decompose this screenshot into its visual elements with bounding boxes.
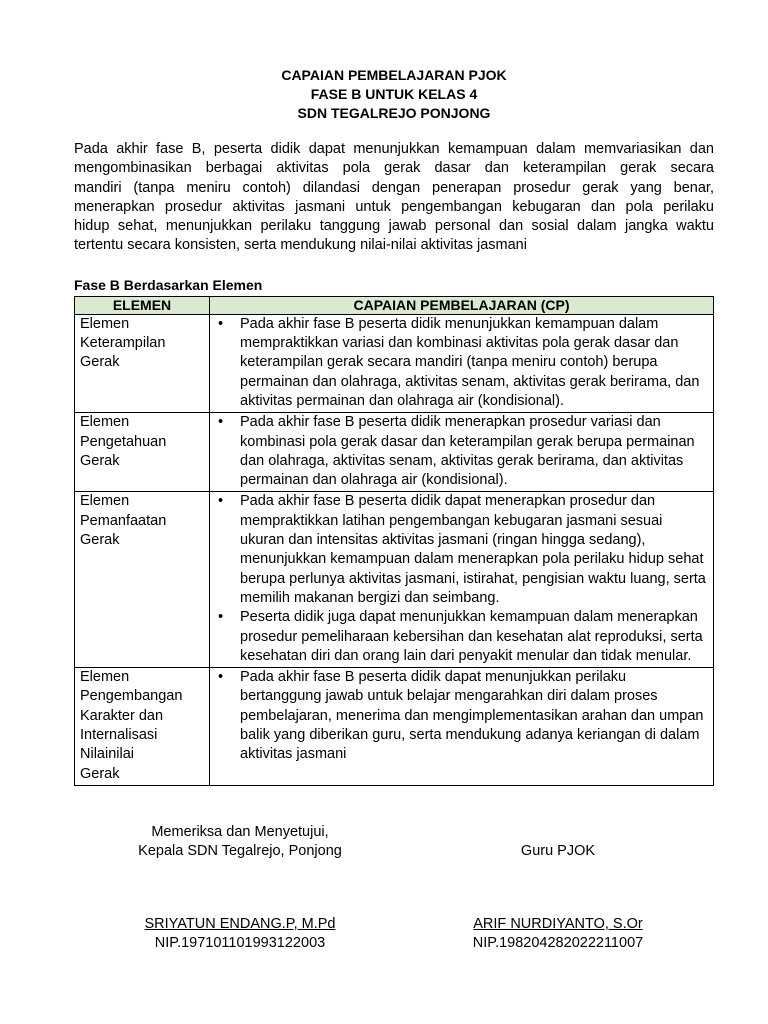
table-body: [75, 314, 714, 785]
cp-cell: [210, 413, 714, 492]
cp-bullet-item: • Pada akhir fase B peserta didik menerapkan prosedur variasi dan kombinasi pola gerak dasar dan keterampilan gerak berupa permainan dan olahraga, aktivitas senam, aktivitas gerak berirama, dan aktivitas permainan dan olahraga air (kondisional).: [216, 413, 709, 490]
elemen-cell: [75, 668, 210, 786]
cp-list: [216, 668, 709, 764]
teacher-name: ARIF NURDIYANTO, S.Or: [473, 916, 643, 932]
title-line-1: CAPAIAN PEMBELAJARAN PJOK: [281, 67, 507, 83]
document-page: [74, 66, 714, 786]
principal-nip: NIP.197101101993122003: [154, 935, 326, 951]
elemen-line: Gerak: [80, 765, 120, 782]
elemen-cell: [75, 413, 210, 492]
principal-name: SRIYATUN ENDANG.P, M.Pd: [144, 916, 336, 932]
elemen-line: Elemen: [80, 414, 130, 431]
intro-line: mandiri (tanpa meniru contoh) dilandasi dengan penerapan prosedur gerak yang benar,: [74, 179, 714, 196]
teacher-role: Guru PJOK: [520, 843, 596, 859]
intro-line: menerapkan prosedur aktivitas jasmani untuk pengembangan kebugaran dan pola perilaku: [74, 198, 714, 215]
elemen-line: Pengembangan: [80, 688, 183, 705]
intro-line: hidup sehat, menunjukkan perilaku tanggung jawab personal dan sosial dalam jangka waktu: [74, 218, 714, 235]
intro-line: Pada akhir fase B, peserta didik dapat menunjukkan kemampuan dalam memvariasikan dan: [74, 141, 714, 157]
table-row: [75, 492, 714, 668]
table-header-row: [75, 296, 714, 314]
cp-bullet-item: • Pada akhir fase B peserta didik dapat menerapkan prosedur dan mempraktikkan latihan pengembangan kebugaran jasmani sesuai ukuran dan intensitas aktivitas jasmani (ringan hingga sedang), menunjukkan kemampuan dalam menerapkan pola perilaku hidup sehat berupa perlunya aktivitas jasmani, istirahat, pengisian waktu luang, serta memilih makanan bergizi dan seimbang.: [216, 492, 709, 608]
cp-bullet-item: • Peserta didik juga dapat menunjukkan kemampuan dalam menerapkan prosedur pemeliharaan kebersihan dan kesehatan alat reproduksi, serta kesehatan diri dan orang lain dari penyakit menular dan tidak menular.: [216, 608, 709, 666]
elemen-line: Pengetahuan: [80, 433, 167, 450]
elemen-line: Pemanfaatan: [80, 512, 167, 529]
signature-left: [120, 823, 360, 953]
table-row: [75, 668, 714, 786]
elemen-line: Elemen: [80, 669, 130, 686]
elemen-cell: [75, 492, 210, 668]
intro-line: tertentu secara konsisten, serta mendukung nilai-nilai aktivitas jasmani: [74, 237, 527, 254]
elemen-line: Gerak: [80, 354, 120, 371]
elemen-line: Gerak: [80, 532, 120, 549]
cp-cell: [210, 668, 714, 786]
intro-line: mengombinasikan berbagai aktivitas pola gerak dasar dan keterampilan gerak secara: [74, 160, 714, 177]
cp-table: [74, 296, 714, 786]
table-row: [75, 413, 714, 492]
elemen-line: Elemen: [80, 493, 130, 510]
column-header-cp: CAPAIAN PEMBELAJARAN (CP): [210, 296, 714, 314]
teacher-nip: NIP.198204282022211007: [472, 935, 644, 951]
cp-list: [216, 315, 709, 411]
elemen-line: Gerak: [80, 452, 120, 469]
cp-list: [216, 413, 709, 490]
elemen-line: Keterampilan: [80, 335, 166, 352]
elemen-line: Elemen: [80, 315, 130, 332]
table-row: [75, 314, 714, 412]
elemen-line: Karakter dan: [80, 707, 164, 724]
title-line-2: FASE B UNTUK KELAS 4: [310, 86, 478, 102]
cp-list: [216, 492, 709, 666]
cp-cell: [210, 492, 714, 668]
cp-bullet-item: • Pada akhir fase B peserta didik dapat menunjukkan perilaku bertanggung jawab untuk belajar mengarahkan diri dalam proses pembelajaran, menerima dan mengimplementasikan arahan dan umpan balik yang diberikan guru, serta mendukung adanya keriangan di dalam aktivitas jasmani: [216, 668, 709, 764]
elemen-line: Nilainilai: [80, 746, 134, 763]
document-title: [74, 66, 714, 123]
principal-role: Kepala SDN Tegalrejo, Ponjong: [138, 843, 342, 859]
intro-paragraph: [74, 140, 714, 256]
section-heading: Fase B Berdasarkan Elemen: [74, 276, 263, 293]
elemen-cell: [75, 314, 210, 412]
signature-right: [438, 823, 678, 953]
column-header-elemen: ELEMEN: [75, 296, 210, 314]
elemen-line: Internalisasi: [80, 727, 158, 744]
cp-cell: [210, 314, 714, 412]
cp-bullet-item: • Pada akhir fase B peserta didik menunjukkan kemampuan dalam mempraktikkan variasi dan kombinasi aktivitas pola gerak dasar dan keterampilan gerak secara mandiri (tanpa meniru contoh) berupa permainan dan olahraga, aktivitas senam, aktivitas gerak berirama, dan aktivitas permainan dan olahraga air (kondisional).: [216, 315, 709, 411]
approval-label: Memeriksa dan Menyetujui,: [151, 824, 329, 840]
title-line-3: SDN TEGALREJO PONJONG: [297, 105, 491, 121]
